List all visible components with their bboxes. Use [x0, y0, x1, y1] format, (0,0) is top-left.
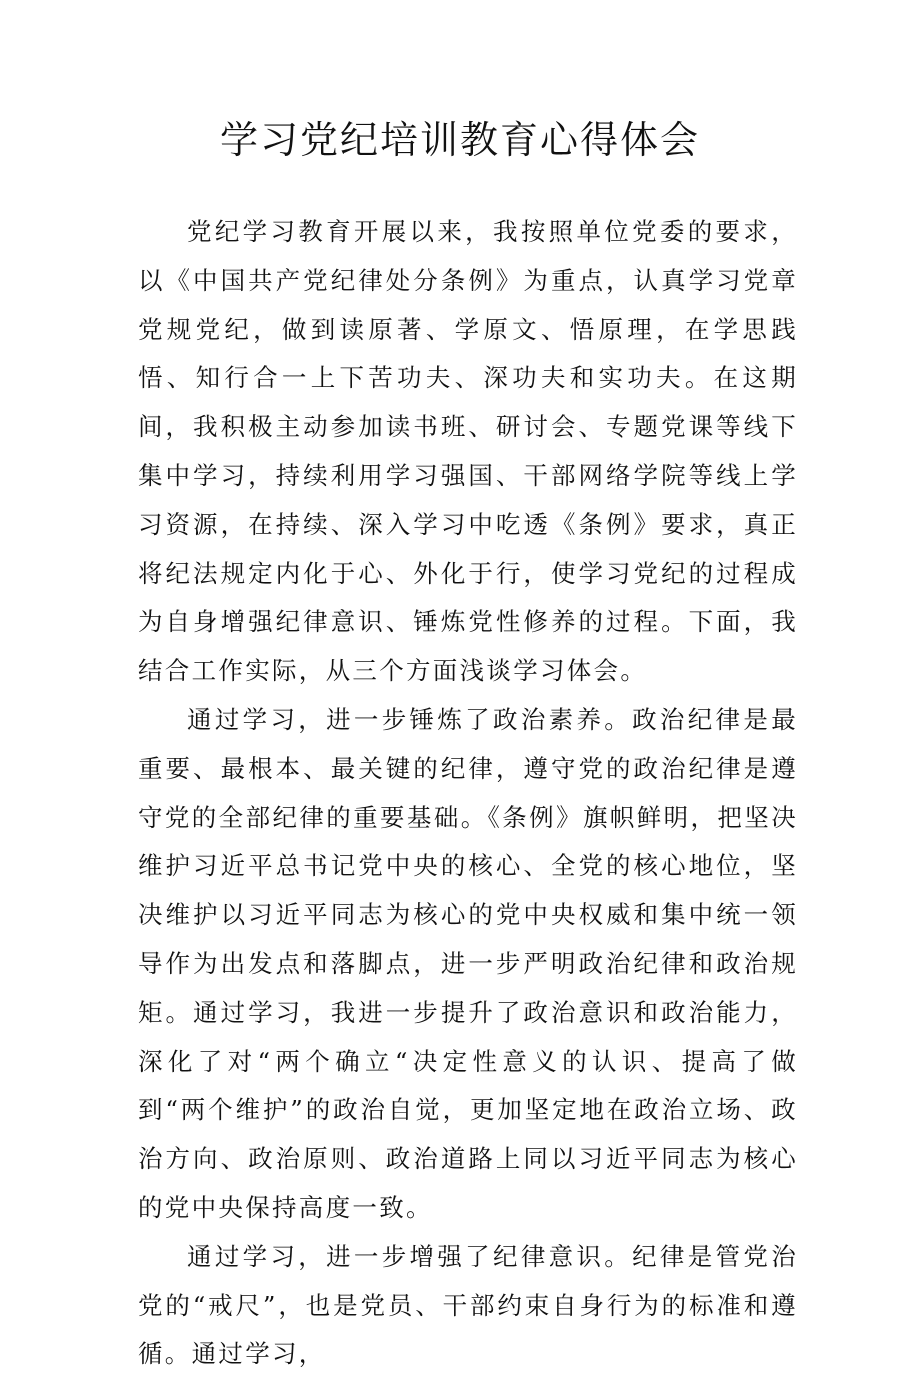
document-body [138, 208, 798, 1379]
paragraph-1: 党纪学习教育开展以来，我按照单位党委的要求，以《中国共产党纪律处分条例》为重点，认真学习党章党规党纪，做到读原著、学原文、悟原理，在学思践悟、知行合一上下苦功夫、深功夫和实功夫。在这期间，我积极主动参加读书班、研讨会、专题党课等线下集中学习，持续利用学习强国、干部网络学院等线上学习资源，在持续、深入学习中吃透《条例》要求，真正将纪法规定内化于心、外化于行，使学习党纪的过程成为自身增强纪律意识、锤炼党性修养的过程。下面，我结合工作实际，从三个方面浅谈学习体会。 [138, 217, 798, 686]
paragraph-3: 通过学习，进一步增强了纪律意识。纪律是管党治党的“戒尺”，也是党员、干部约束自身行为的标准和遵循。通过学习， [138, 1241, 798, 1369]
document-title: 学习党纪培训教育心得体会 [219, 118, 700, 162]
paragraph-2: 通过学习，进一步锤炼了政治素养。政治纪律是最重要、最根本、最关键的纪律，遵守党的政治纪律是遵守党的全部纪律的重要基础。《条例》旗帜鲜明，把坚决维护习近平总书记党中央的核心、全党的核心地位，坚决维护以习近平同志为核心的党中央权威和集中统一领导作为出发点和落脚点，进一步严明政治纪律和政治规矩。通过学习，我进一步提升了政治意识和政治能力，深化了对“两个确立“决定性意义的认识、提高了做到“两个维护”的政治自觉，更加坚定地在政治立场、政治方向、政治原则、政治道路上同以习近平同志为核心的党中央保持高度一致。 [138, 704, 798, 1222]
